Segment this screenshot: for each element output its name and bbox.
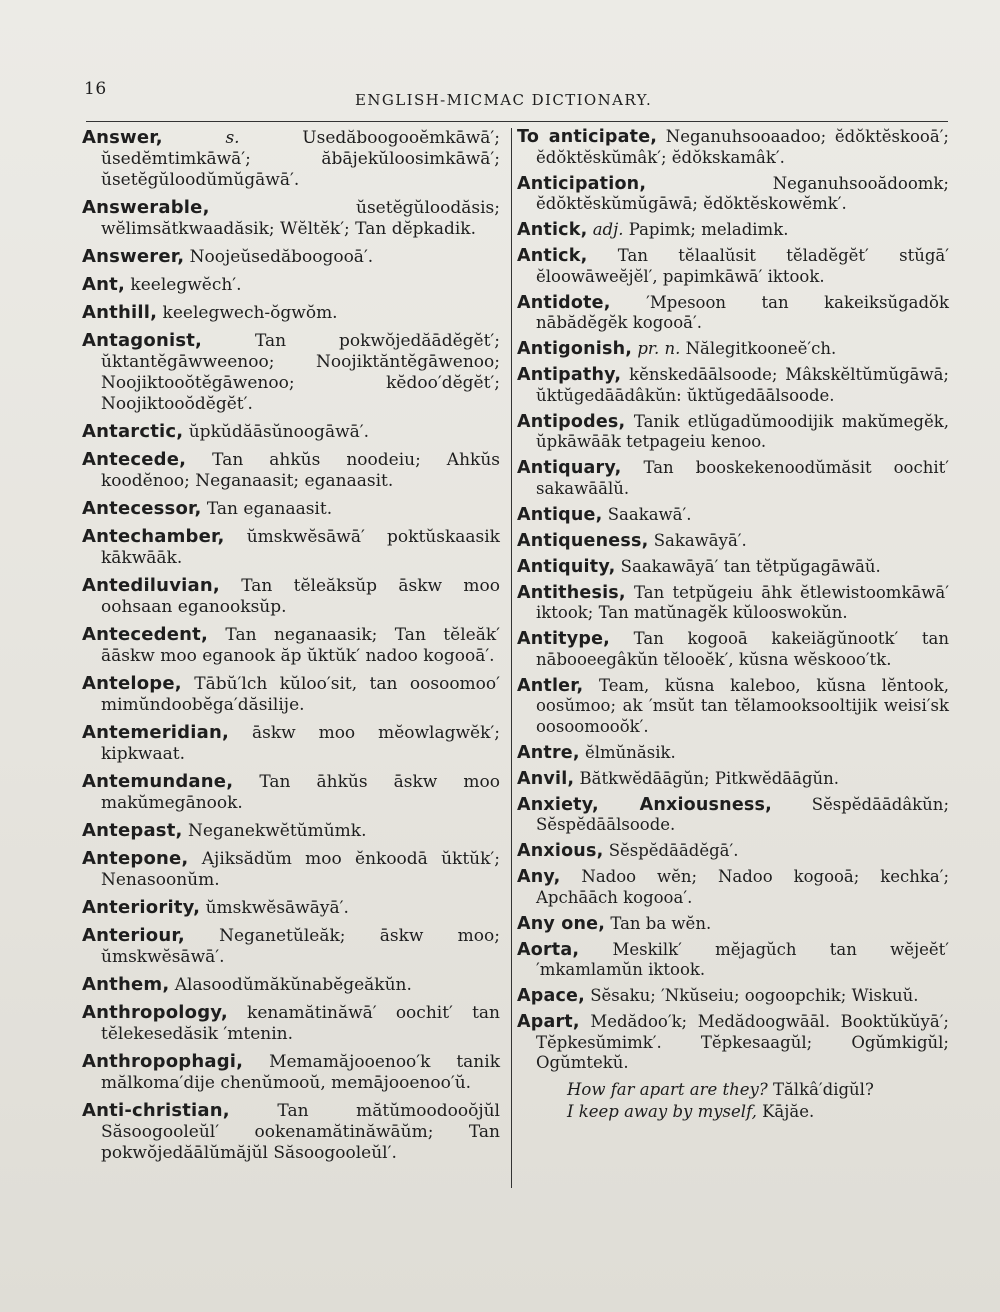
dictionary-entry (82, 127, 500, 191)
dictionary-entry (82, 302, 500, 324)
entry-definition: Sakawāyā′. (653, 530, 747, 550)
entry-definition: ′Mpesoon tan kakeiksŭgadŏk nābădĕgĕk kogooā′. (536, 292, 949, 332)
entry-headword: Antechamber, (82, 526, 225, 547)
dictionary-entry (82, 274, 500, 296)
entry-definition: Usedăboogooĕmkāwā′; ŭsedĕmtimkāwā′; ăbājekŭloosimkāwā′; ŭsetĕgŭloodŭmŭgāwā′. (101, 128, 501, 190)
dictionary-entry (82, 526, 500, 569)
running-title: ENGLISH-MICMAC DICTIONARY. (355, 91, 653, 109)
dictionary-entry (517, 458, 949, 499)
entry-definition: Neganetŭleăk; āskw moo; ŭmskwĕsāwā′. (101, 926, 500, 967)
entry-definition: kĕnskedāālsoode; Mâkskĕltŭmŭgāwā; ŭktŭgedāādâkŭn: ŭktŭgedāālsoode. (536, 365, 949, 405)
entry-definition: Tan neganaasik; Tan tĕleăk′ āāskw moo eganook ăp ŭktŭk′ nadoo kogooā′. (101, 625, 500, 666)
entry-definition: Tan tĕleăksŭp āskw moo oohsaan eganooksŭp. (101, 576, 500, 617)
dictionary-entry (517, 174, 949, 215)
entry-headword: Apace, (517, 986, 585, 1006)
entry-definition: Tābŭ′lch kŭloo′sit, tan oosoomoo′ mimŭndoobĕga′dăsilije. (101, 674, 500, 715)
entry-headword: Anxiety, Anxiousness, (517, 794, 772, 815)
dictionary-entry (517, 557, 949, 578)
example-phrase: How far apart are they? (567, 1080, 768, 1099)
entry-definition: Memamăjooenoo′k tanik mălkoma′dije chenŭmooŭ, memājooenoo′ŭ. (101, 1052, 500, 1093)
dictionary-entry (82, 771, 500, 814)
entry-headword: Anti-christian, (82, 1100, 230, 1121)
dictionary-entry (82, 925, 500, 968)
left-column (82, 127, 500, 1170)
entry-headword: Antemeridian, (82, 722, 230, 743)
entry-headword: Antidote, (517, 292, 611, 313)
entry-headword: Antelope, (82, 673, 182, 694)
entry-definition: Medădoo′k; Medădoogwāāl. Booktŭkŭyā′; Tĕpkesŭmimk′. Tĕpkesaagŭl; Ogŭmkigŭl; Ogŭmtekŭ. (536, 1012, 949, 1072)
entry-definition: kenamătinăwā′ oochit′ tan tĕlekesedăsik ′mtenin. (101, 1003, 500, 1044)
dictionary-entry (517, 220, 949, 241)
dictionary-entry (517, 583, 949, 624)
entry-headword: Apart, (517, 1012, 580, 1032)
dictionary-entry (517, 914, 949, 935)
entry-headword: Antepone, (82, 848, 189, 869)
entry-definition: Saakawāyā′ tan tĕtpŭgagāwāŭ. (620, 556, 881, 576)
entry-headword: Answerable, (82, 197, 210, 218)
dictionary-entry (517, 769, 949, 790)
entry-headword: Anvil, (517, 768, 575, 789)
entry-headword: Any, (517, 867, 561, 887)
entry-headword: Anthem, (82, 974, 170, 995)
entry-definition: Tan āhkŭs āskw moo makŭmegānook. (101, 772, 500, 813)
entry-definition: Meskilk′ mĕjagŭch tan wĕjeĕt′ ′mkamlamŭn iktook. (536, 939, 949, 979)
entry-definition: Ajiksădŭm moo ĕnkoodā ŭktŭk′; Nenasoonŭm. (101, 849, 500, 890)
entry-headword: Antique, (517, 504, 603, 525)
dictionary-entry (82, 449, 500, 492)
right-column (517, 127, 949, 1123)
dictionary-entry (82, 897, 500, 919)
entry-headword: Anthill, (82, 302, 158, 323)
entry-definition: Tan ahkŭs noodeiu; Ahkŭs koodĕnoo; Neganaasit; eganaasit. (101, 450, 500, 491)
entry-definition: Team, kŭsna kaleboo, kŭsna lĕntook, oosŭmoo; ak ′msŭt tan tĕlamooksooltijik weisi′sk oosoomooŏk′. (536, 675, 949, 736)
dictionary-entry (82, 246, 500, 268)
entry-headword: Answerer, (82, 246, 185, 267)
right-entries (517, 127, 949, 1074)
entry-definition: Nălegitkooneĕ′ch. (685, 339, 837, 358)
entry-headword: Aorta, (517, 939, 580, 960)
dictionary-entry (82, 1100, 500, 1164)
entry-headword: Antiquity, (517, 556, 616, 577)
dictionary-entry (517, 127, 949, 168)
dictionary-entry (517, 531, 949, 552)
entry-headword: Antiqueness, (517, 530, 649, 551)
entry-definition: Tan ba wĕn. (610, 913, 712, 933)
entry-definition: āskw moo mĕowlagwĕk′; kipkwaat. (101, 723, 501, 764)
dictionary-entry (82, 421, 500, 443)
entry-headword: Antler, (517, 675, 584, 696)
entry-headword: Answer, (82, 127, 163, 148)
entry-headword: Anthropology, (82, 1002, 228, 1023)
entry-headword: Antecedent, (82, 624, 208, 645)
entry-definition: Tan tĕlaalŭsit tĕladĕgĕt′ stŭgā′ ĕloowāweĕjĕl′, papimkāwā′ iktook. (536, 246, 949, 286)
dictionary-entry (517, 940, 949, 981)
entry-headword: Antiquary, (517, 458, 622, 478)
column-rule (511, 128, 512, 1188)
entry-definition: ŭsetĕgŭloodăsis; wĕlimsătkwaadăsik; Wĕltĕk′; Tan dĕpkadik. (101, 198, 500, 239)
entry-headword: Ant, (82, 274, 125, 295)
entry-definition: Neganuhsooaadoo; ĕdŏktĕskooā′; ĕdŏktĕskŭmâk′; ĕdŏkskamâk′. (536, 127, 949, 167)
entry-headword: Antipodes, (517, 411, 626, 432)
entry-definition: ŭmskwĕsāwā′ poktŭskaasik kākwāāk. (101, 527, 500, 568)
entry-definition: Tan pokwŏjedăādĕgĕt′; ŭktantĕgāwweenoo; Noojiktăntĕgāwenoo; Noojiktooŏtĕgāwenoo; kĕdoo′dĕgĕt′; Noojiktooŏdĕgĕt′. (101, 331, 500, 414)
dictionary-entry (517, 743, 949, 764)
dictionary-entry (517, 867, 949, 908)
entry-part-of-speech: pr. n. (637, 339, 681, 358)
example-translation: Kājăe. (762, 1102, 815, 1121)
dictionary-entry (517, 339, 949, 360)
header-rule (86, 121, 948, 122)
entry-definition: keelegwĕch′. (130, 275, 242, 295)
entry-definition: keelegwech-ŏgwŏm. (162, 303, 338, 323)
entry-definition: Tan mătŭmoodooŏjŭl Săsoogooleŭl′ ookenamătinăwāŭm; Tan pokwŏjedăālŭmăjŭl Săsoogooleŭl′. (101, 1101, 500, 1163)
entry-definition: Tan tetpŭgeiu āhk ĕtlewistoomkāwā′ iktook; Tan matŭnagĕk kŭlooswokŭn. (536, 582, 949, 622)
entry-headword: Antecessor, (82, 498, 202, 519)
dictionary-entry (517, 676, 949, 738)
dictionary-entry (517, 986, 949, 1007)
dictionary-entry (517, 246, 949, 287)
entry-headword: Antithesis, (517, 582, 626, 603)
entry-headword: Antepast, (82, 820, 183, 841)
entry-definition: Neganekwĕtŭmŭmk. (187, 821, 367, 841)
entry-part-of-speech: adj. (592, 220, 624, 239)
entry-headword: Antipathy, (517, 365, 622, 385)
entry-definition: Sĕsaku; ′Nkŭseiu; oogoopchik; Wiskuŭ. (590, 986, 919, 1005)
entry-headword: Antick, (517, 220, 588, 240)
entry-headword: Antick, (517, 246, 588, 266)
entry-headword: To anticipate, (517, 127, 658, 147)
entry-definition: Alasoodŭmăkŭnabĕgeăkŭn. (174, 975, 412, 995)
entry-definition: Tan booskekenoodŭmăsit oochit′ sakawāālŭ. (536, 458, 949, 498)
example-line (517, 1101, 949, 1123)
entry-definition: Tan eganaasit. (206, 499, 333, 519)
entry-headword: Antitype, (517, 629, 610, 649)
dictionary-entry (82, 974, 500, 996)
dictionary-entry (82, 575, 500, 618)
dictionary-entry (82, 848, 500, 891)
dictionary-entry (517, 629, 949, 670)
entry-definition: ĕlmŭnăsik. (584, 742, 676, 762)
entry-headword: Antemundane, (82, 771, 234, 792)
dictionary-entry (82, 722, 500, 765)
example-line (517, 1079, 949, 1101)
entry-definition: Sĕspĕdāādâkŭn; Sĕspĕdāālsoode. (536, 794, 949, 834)
entry-headword: Anteriour, (82, 925, 185, 946)
entry-headword: Antagonist, (82, 330, 203, 351)
entry-definition: Saakawā′. (607, 504, 692, 524)
dictionary-entry (82, 624, 500, 667)
dictionary-entry (517, 795, 949, 836)
example-translation: Tălkâ′digŭl? (772, 1080, 874, 1099)
dictionary-entry (82, 330, 500, 415)
entry-headword: Antecede, (82, 449, 187, 470)
example-phrase: I keep away by myself, (567, 1102, 757, 1121)
entry-part-of-speech: s. (225, 128, 240, 148)
entry-headword: Antediluvian, (82, 575, 220, 596)
dictionary-entry (517, 1012, 949, 1074)
entry-headword: Antarctic, (82, 421, 184, 442)
entry-headword: Antigonish, (517, 339, 633, 359)
dictionary-entry (517, 505, 949, 526)
dictionary-entry (82, 498, 500, 520)
entry-definition: ŭpkŭdăāsŭnoogāwā′. (188, 422, 370, 442)
dictionary-entry (82, 1051, 500, 1094)
entry-headword: Antre, (517, 742, 580, 763)
dictionary-entry (82, 673, 500, 716)
entry-headword: Anxious, (517, 841, 604, 861)
dictionary-entry (517, 293, 949, 334)
page-number: 16 (84, 79, 107, 99)
entry-definition: Sĕspĕdāādĕgā′. (608, 841, 739, 860)
dictionary-entry (517, 365, 949, 406)
entry-definition: Bătkwĕdāāgŭn; Pitkwĕdāāgŭn. (579, 768, 840, 788)
entry-definition: Tan kogooā kakeiăgŭnootk′ tan nābooeegâkŭn tĕlooĕk′, kŭsna wĕskooo′tk. (536, 629, 949, 669)
entry-definition: Tanik etlŭgadŭmoodijik makŭmegĕk, ŭpkāwāāk tetpageiu kenoo. (536, 411, 949, 451)
entry-headword: Anthropophagi, (82, 1051, 244, 1072)
entry-headword: Any one, (517, 913, 606, 934)
dictionary-entry (82, 197, 500, 240)
dictionary-entry (82, 820, 500, 842)
entry-definition: Neganuhsooădoomk; ĕdŏktĕskŭmŭgāwā; ĕdŏktĕskowĕmk′. (536, 173, 949, 213)
entry-definition: ŭmskwĕsāwāyā′. (205, 898, 349, 918)
dictionary-entry (82, 1002, 500, 1045)
entry-headword: Anteriority, (82, 897, 201, 918)
entry-definition: Nadoo wĕn; Nadoo kogooā; kechka′; Apchāāch kogooa′. (536, 867, 949, 907)
dictionary-entry (517, 412, 949, 453)
dictionary-entry (517, 841, 949, 862)
entry-headword: Anticipation, (517, 173, 647, 194)
entry-definition: Papimk; meladimk. (628, 220, 789, 239)
entry-definition: Noojeŭsedăboogooā′. (189, 247, 374, 267)
